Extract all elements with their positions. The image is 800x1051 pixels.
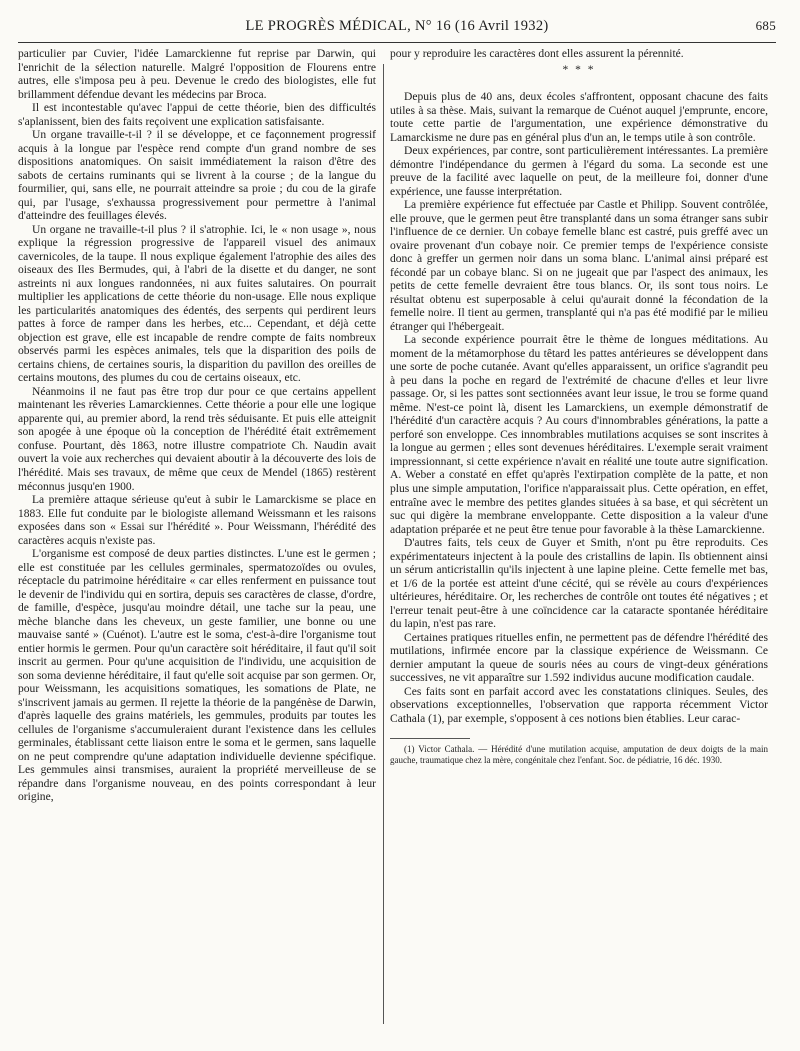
journal-title: LE PROGRÈS MÉDICAL, N° 16 (16 Avril 1932) (245, 18, 549, 34)
paragraph: Deux expériences, par contre, sont particulièrement intéressantes. La première démontre l'indépendance du germen à l'égard du soma. La seconde est une preuve de la facilité avec laquelle on peut, de la meilleure foi, donner d'une expérience, une fausse interprétation. (390, 145, 768, 198)
paragraph: L'organisme est composé de deux parties distinctes. L'une est le germen ; elle est constituée par les cellules germinales, spermatozoïdes ou ovules, réceptacle du patrimoine héréditaire « car elles renferment en puissance tout le devenir de l'individu qui en sortira, depuis ses caractères de classe, d'ordre, de famille, d'espèce, jusqu'au moindre détail, une tache sur la peau, une mèche blanche dans les cheveux, un geste familier, une bonne ou une mauvaise santé » (Cuénot). L'autre est le soma, c'est-à-dire l'organisme tout entier hormis le germen. Pour qu'un caractère soit héréditaire, il faut qu'il soit inscrit au germen. Pour qu'une acquisition de l'individu, une acquisition de son soma devienne héréditaire, il faut qu'elle soit acquise par son germen. Or, pour Weissmann, les acquisitions somatiques, les somations de Plate, ne s'inscrivent jamais au germen. Il rejette la théorie de la pangénèse de Darwin, d'après laquelle des grains matériels, les gemmules, produits par toutes les cellules de l'organisme s'accumuleraient durant l'existence dans les cellules germinales, établissant cette liaison entre le soma et le germen, sans laquelle on ne peut comprendre qu'une adaptation individuelle devienne spécifique. Les gemmules ainsi transmises, auraient la propriété merveilleuse de se répandre dans l'organisme nouveau, en des points correspondant à leur origine, (18, 548, 376, 804)
paragraph: Un organe ne travaille-t-il plus ? il s'atrophie. Ici, le « non usage », nous explique la régression progressive de l'appareil visuel des animaux cavernicoles, de la taupe. Il nous explique également l'atrophie des ailes des oiseaux des Iles Bermudes, qui, à l'abri de la disette et du danger, ne sont astreints ni aux longues randonnées, ni aux fuites salutaires. On pourrait multiplier les applications de cette théorie du non-usage. Elle nous explique les particularités anatomiques des édentés, des serpents qui perdirent leurs pattes à force de ramper dans les herbes, etc... Cependant, et déjà cette objection est grave, elle est incapable de rendre compte de faits nombreux observés parmi les espèces animales, tels que la disparition des poils de certains chiens, de certaines souris, la disparition du pavillon des oreilles de certains moutons, des plumes du cou de certains oiseaux, etc. (18, 223, 376, 385)
paragraph: Il est incontestable qu'avec l'appui de cette théorie, bien des difficultés s'aplanissent, bien des faits reçoivent une explication satisfaisante. (18, 102, 376, 128)
footnote-rule (390, 738, 470, 739)
section-separator-stars: * * * (562, 63, 596, 76)
page-number: 685 (755, 18, 776, 33)
left-column (18, 48, 376, 1038)
paragraph: La première attaque sérieuse qu'eut à subir le Lamarckisme se place en 1883. Elle fut conduite par le biologiste allemand Weissmann et les raisons exposées dans son « Essai sur l'hérédité ». Pour Weissmann, l'hérédité des caractères acquis n'existe pas. (18, 494, 376, 547)
paragraph: pour y reproduire les caractères dont elles assurent la pérennité. (390, 48, 684, 60)
paragraph: Depuis plus de 40 ans, deux écoles s'affrontent, opposant chacune des faits utiles à sa thèse. Mais, suivant la remarque de Cuénot auquel j'emprunte, encore, toute cette partie de l'argumentation, une expérience démonstrative du Lamarckisme ne dure pas en général plus d'un an, le temps utile à son contrôle. (390, 91, 768, 144)
paragraph: D'autres faits, tels ceux de Guyer et Smith, n'ont pu être reproduits. Ces expérimentateurs injectent à la poule des cristallins de lapin. Ils obtiennent ainsi un sérum anticristallin qu'ils injectent à une lapine pleine. Cette femelle met bas, et 1/6 de la portée est atteint d'une cécité, qui se révèle au cours d'expériences ultérieures, héréditaire. Or, les recherches de contrôle ont toutes été négatives ; et l'erreur tenait peut-être à une coïncidence car la cataracte spontanée héréditaire du lapin, n'est pas rare. (390, 537, 768, 631)
paragraph: La première expérience fut effectuée par Castle et Philipp. Souvent contrôlée, elle prouve, que le germen peut être transplanté dans un soma étranger sans subir l'influence de ce dernier. Un cobaye femelle blanc est castré, puis greffé avec un ovaire provenant d'un cobaye noir. Ce premier temps de l'expérience consiste donc à greffer un germen noir dans un soma blanc. L'animal ainsi préparé est fécondé par un cobaye blanc. Si on ne jugeait que par l'aspect des animaux, les petits de cette femelle devraient être tous blancs. Or, ils sont tous noirs. Le résultat obtenu est superposable à celui qu'aurait donné la fécondation de la femelle noire. Il tient au germen, transplanté qui n'a pas été modifié par le milieu étranger qui l'hébergeait. (390, 199, 768, 333)
right-column (390, 48, 768, 1038)
paragraph: particulier par Cuvier, l'idée Lamarckienne fut reprise par Darwin, qui l'enrichit de la sélection naturelle. Malgré l'opposition de Flourens entre autres, elle s'imposa peu à peu. Devenue le credo des biologistes, elle fut brillamment défendue devant les médecins par Broca. (18, 48, 376, 101)
footnote: (1) Victor Cathala. — Hérédité d'une mutilation acquise, amputation de deux doigts de la main gauche, traumatique chez la mère, congénitale chez l'enfant. Soc. de pédiatrie, 16 déc. 1930. (390, 744, 768, 766)
paragraph: Certaines pratiques rituelles enfin, ne permettent pas de défendre l'hérédité des mutilations, infirmée encore par la classique expérience de Weissmann. Ce dernier amputant la queue de souris nées au cours de vingt-deux générations successives, ne vit apparaître sur 1.592 individus aucune modification caudale. (390, 631, 768, 685)
paragraph: La seconde expérience pourrait être le thème de longues méditations. Au moment de la métamorphose du têtard les pattes antérieures se développent dans une sorte de poche cutanée. Avant qu'elles apparaissent, un orifice s'agrandit peu à peu dans la poche en regard de l'extrémité de chacune d'elles et leur livre passage. Or, si les pattes sont sectionnées avant leur issue, le trou se forme quand même. N'est-ce point là, disent les Lamarckiens, un exemple démonstratif de l'hérédité d'un caractère acquis ? Au cours d'innombrables générations, la patte a perforé son enveloppe. Ces innombrables mutilations acquises se sont inscrites à la longue au germen ; elles sont devenues héréditaires. L'exemple serait vraiment impressionnant, si cette expérience n'avait en réalité une toute autre signification. A. Weber a constaté en effet qu'après l'extirpation complète de la patte, et non plus une simple amputation, l'orifice n'apparaissait plus. Cette opération, en effet, entraîne avec le membre des petites glandes situées à sa base, et qui sécrètent un suc qui digère la membrane enveloppante. Cette disposition a la valeur d'une adaptation préparée et ne peut être tenue pour favorable à la thèse Lamarckienne. (390, 334, 768, 536)
column-divider (383, 64, 384, 1024)
header-rule (18, 42, 776, 43)
paragraph: Un organe travaille-t-il ? il se développe, et ce façonnement progressif acquis à la longue par l'espèce rend compte d'un grand nombre de ses dispositions anatomiques. On saisit immédiatement la raison d'être des sabots de certains ruminants qui se livrent à la course ; de la langue du fourmilier, qui, sans elle, ne pourrait atteindre sa proie ; du cou de la girafe qui, par l'usage, s'exhaussa progressivement pour permettre à l'animal d'atteindre des feuillages élevés. (18, 129, 376, 223)
paragraph: Ces faits sont en parfait accord avec les constatations cliniques. Seules, des observations exceptionnelles, l'observation que rapporta récemment Victor Cathala (1), par exemple, s'opposent à ces notions bien établies. Leur carac- (390, 685, 768, 725)
page-header (18, 18, 776, 40)
paragraph: Néanmoins il ne faut pas être trop dur pour ce que certains appellent maintenant les rêveries Lamarckiennes. Cette théorie a pour elle une logique apparente qui, au premier abord, la rend très séduisante. Et puis elle atteignit son apogée à une époque où la conception de l'hérédité était extrêmement confuse. Pourtant, dès 1863, notre illustre compatriote Ch. Naudin avait ouvert la voie aux recherches qui devaient aboutir à la découverte des lois de l'hérédité. Mais ses travaux, de même que ceux de Mendel (1865) restèrent méconnus jusqu'en 1900. (18, 385, 376, 493)
